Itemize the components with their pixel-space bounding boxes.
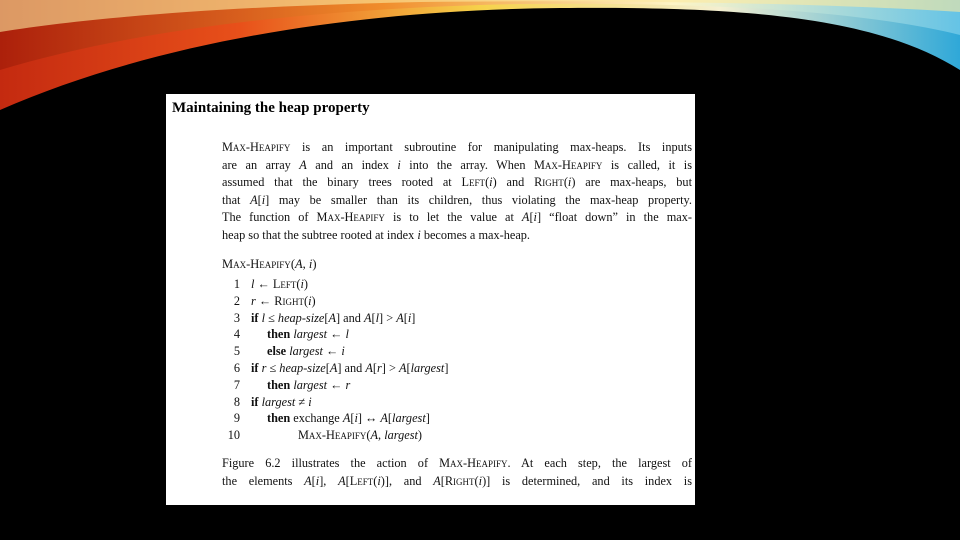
line-number: 7 bbox=[233, 377, 240, 392]
math-variable: A bbox=[380, 411, 388, 426]
math-variable: A bbox=[370, 428, 379, 443]
math-variable: r bbox=[261, 360, 267, 375]
code-text: if r ≤ heap-size[A] and A[r] > A[largest] bbox=[251, 360, 449, 375]
small-caps-term: Max-Heapify bbox=[534, 157, 603, 172]
code-text: Max-Heapify(A, largest) bbox=[298, 428, 423, 443]
line-number: 6 bbox=[233, 360, 240, 375]
keyword: if bbox=[251, 310, 259, 325]
math-variable: largest bbox=[261, 394, 296, 409]
math-variable: i bbox=[478, 473, 483, 488]
math-variable: heap-size bbox=[279, 360, 326, 375]
text-line: The function of Max-Heapify is to let the value at A[i] “float down” in the max- bbox=[222, 210, 692, 225]
math-variable: i bbox=[308, 293, 312, 308]
text-line: Max-Heapify is an important subroutine for manipulating max-heaps. Its inputs bbox=[222, 140, 692, 154]
small-caps-term: Max-Heapify bbox=[298, 428, 367, 443]
code-text: l ← Left(i) bbox=[251, 277, 309, 291]
math-variable: i bbox=[417, 227, 421, 242]
math-variable: i bbox=[567, 175, 572, 190]
small-caps-term: Left bbox=[272, 277, 297, 291]
code-text: then largest ← r bbox=[267, 377, 351, 392]
math-variable: i bbox=[407, 310, 412, 325]
math-variable: A bbox=[521, 210, 530, 225]
text-line: heap so that the subtree rooted at index i becomes a max-heap. bbox=[222, 227, 531, 242]
math-variable: l bbox=[345, 327, 349, 342]
small-caps-term: Max-Heapify bbox=[439, 456, 508, 470]
line-number: 3 bbox=[233, 310, 240, 325]
line-number: 9 bbox=[233, 411, 240, 426]
math-variable: i bbox=[308, 394, 312, 409]
math-variable: l bbox=[375, 310, 380, 325]
math-variable: r bbox=[251, 293, 256, 308]
keyword: then bbox=[267, 411, 291, 426]
math-variable: A bbox=[294, 257, 303, 271]
text-line: Figure 6.2 illustrates the action of Max-Heapify. At each step, the largest of bbox=[222, 456, 692, 470]
math-variable: A bbox=[299, 157, 307, 172]
math-variable: largest bbox=[384, 428, 418, 443]
line-number: 10 bbox=[227, 428, 240, 443]
math-variable: A bbox=[398, 360, 407, 375]
math-variable: heap-size bbox=[277, 310, 325, 325]
paragraph-intro bbox=[222, 139, 692, 245]
math-variable: largest bbox=[410, 360, 445, 375]
math-variable: i bbox=[489, 175, 493, 190]
text-line: assumed that the binary trees rooted at Left(i) and Right(i) are max-heaps, but bbox=[222, 175, 692, 190]
line-number: 8 bbox=[233, 394, 240, 409]
text-line: the elements A[i], A[Left(i)], and A[Right(i)] is determined, and its index is bbox=[222, 473, 692, 488]
math-variable: i bbox=[533, 210, 537, 225]
code-text: r ← Right(i) bbox=[251, 293, 316, 308]
line-number: 4 bbox=[233, 327, 240, 342]
small-caps-term: Left bbox=[461, 175, 486, 190]
math-variable: largest bbox=[293, 327, 328, 342]
math-variable: l bbox=[251, 277, 255, 291]
math-variable: largest bbox=[392, 411, 426, 426]
code-text: if largest ≠ i bbox=[251, 394, 312, 409]
code-text: else largest ← i bbox=[267, 344, 345, 359]
keyword: else bbox=[267, 344, 287, 359]
keyword: if bbox=[251, 394, 259, 409]
math-variable: l bbox=[261, 310, 266, 325]
small-caps-term: Left bbox=[349, 473, 374, 488]
text-line: are an array A and an index i into the array. When Max-Heapify is called, it is bbox=[222, 157, 692, 172]
keyword: then bbox=[267, 377, 291, 392]
math-variable: i bbox=[315, 473, 320, 488]
math-variable: A bbox=[396, 310, 404, 325]
math-variable: i bbox=[341, 344, 345, 359]
small-caps-term: Right bbox=[274, 293, 304, 308]
math-variable: i bbox=[354, 411, 358, 426]
math-variable: r bbox=[377, 360, 382, 375]
math-variable: i bbox=[377, 473, 381, 488]
small-caps-term: Right bbox=[444, 473, 475, 488]
math-variable: A bbox=[329, 360, 338, 375]
code-text: if l ≤ heap-size[A] and A[l] > A[i] bbox=[251, 310, 416, 325]
math-variable: A bbox=[365, 360, 373, 375]
math-variable: A bbox=[342, 411, 351, 426]
small-caps-term: Max-Heapify bbox=[222, 140, 291, 154]
math-variable: A bbox=[433, 473, 441, 488]
math-variable: A bbox=[364, 310, 372, 325]
math-variable: r bbox=[345, 377, 351, 392]
math-variable: i bbox=[261, 192, 266, 207]
math-variable: A bbox=[338, 473, 346, 488]
document-page bbox=[166, 92, 695, 505]
small-caps-term: Max-Heapify bbox=[316, 210, 385, 225]
line-number: 1 bbox=[233, 277, 240, 291]
line-number: 5 bbox=[233, 344, 240, 359]
procedure-title: Max-Heapify(A, i) bbox=[222, 257, 317, 271]
small-caps-term: Max-Heapify bbox=[222, 257, 291, 271]
top-rule bbox=[166, 92, 695, 94]
math-variable: A bbox=[304, 473, 312, 488]
text-line: that A[i] may be smaller than its children, thus violating the max-heap property. bbox=[222, 192, 692, 207]
code-text: then largest ← l bbox=[267, 327, 349, 342]
math-variable: A bbox=[250, 192, 258, 207]
code-text: then exchange A[i] ↔ A[largest] bbox=[267, 411, 430, 426]
math-variable: i bbox=[300, 277, 304, 291]
line-number: 2 bbox=[233, 293, 240, 308]
paragraph-figure-ref bbox=[222, 455, 692, 490]
keyword: if bbox=[251, 360, 259, 375]
small-caps-term: Right bbox=[534, 175, 564, 190]
keyword: then bbox=[267, 327, 291, 342]
math-variable: A bbox=[328, 310, 336, 325]
math-variable: largest bbox=[289, 344, 323, 359]
math-variable: i bbox=[308, 257, 313, 271]
math-variable: i bbox=[397, 157, 401, 172]
math-variable: largest bbox=[293, 377, 328, 392]
section-heading: Maintaining the heap property bbox=[172, 100, 370, 116]
